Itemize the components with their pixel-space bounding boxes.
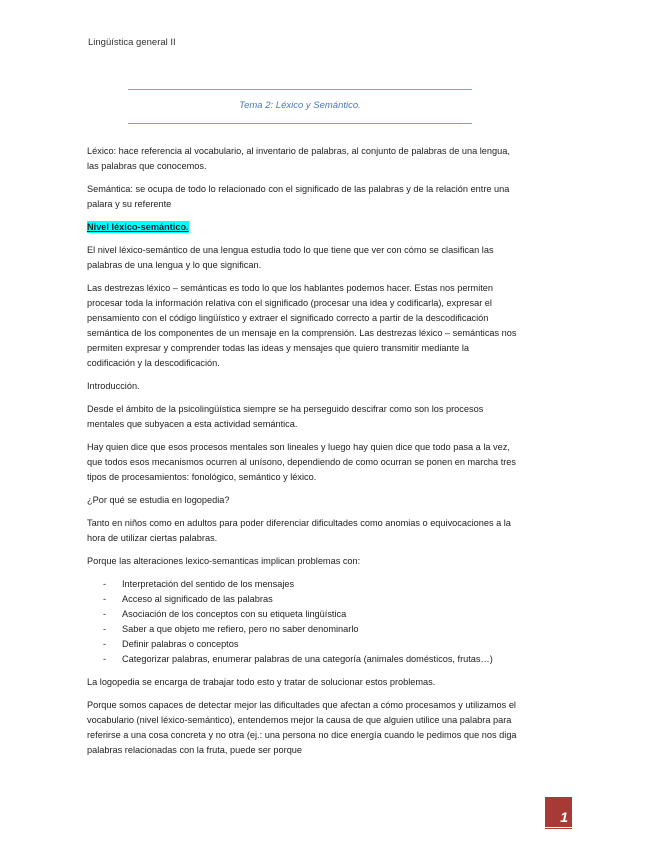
paragraph-destrezas: Las destrezas léxico – semánticas es todo lo que los hablantes podemos hacer. Estas nos permiten procesar toda la información relativa con el significado (procesar una idea y codificarla), expresar el pensamiento con el código lingüístico y extraer el significado correcto a partir de la descodificación semántica de los componentes de un mensaje en la comprensión. Las destrezas léxico – semánticas nos permiten expresar y comprender todas las ideas y mensajes que quiero transmitir mediante la codificación y la descodificación. (87, 283, 517, 368)
paragraph-lexico-definition: Léxico: hace referencia al vocabulario, al inventario de palabras, al conjunto de palabras de una lengua, las palabras que conocemos. (87, 146, 510, 171)
list-item (87, 607, 517, 622)
paragraph-introduccion: Desde el ámbito de la psicolingüística siempre se ha perseguido descifrar como son los procesos mentales que subyacen a esta actividad semántica. (87, 404, 484, 429)
list-bullet: - (103, 624, 107, 634)
highlighted-heading: Nivel léxico-semántico. (87, 222, 189, 232)
section-heading-introduccion: Introducción. (87, 381, 140, 391)
list-item (87, 577, 517, 592)
paragraph-procesos: Hay quien dice que esos procesos mentales son lineales y luego hay quien dice que todo pasa a la vez, que todos esos mecanismos ocurren al unísono, dependiendo de como ocurran se ponen en marcha tres tipos de procesamientos: fonológico, semántico y léxico. (87, 442, 517, 482)
page-number: 1 (560, 809, 568, 825)
page-number-rule (545, 828, 572, 829)
page-number-box (545, 797, 572, 827)
paragraph-semantica-definition: Semántica: se ocupa de todo lo relacionado con el significado de las palabras y de la relación entre una palara y su referente (87, 184, 510, 209)
list-item (87, 652, 517, 667)
list-bullet: - (103, 609, 107, 619)
list-bullet: - (103, 654, 107, 664)
list-item-text: Interpretación del sentido de los mensajes (122, 579, 295, 589)
section-heading-logopedia: ¿Por qué se estudia en logopedia? (87, 495, 230, 505)
list-item-text: Asociación de los conceptos con su etiqueta lingüística (122, 609, 347, 619)
section-heading-nivel (87, 220, 517, 235)
topic-top-rule (128, 89, 472, 90)
list-item-text: Acceso al significado de las palabras (122, 594, 273, 604)
list-item (87, 622, 517, 637)
list-bullet: - (103, 639, 107, 649)
topic-bottom-rule (128, 123, 472, 124)
paragraph-encarga: La logopedia se encarga de trabajar todo esto y tratar de solucionar estos problemas. (87, 677, 436, 687)
list-item (87, 637, 517, 652)
paragraph-nivel: El nivel léxico-semántico de una lengua estudia todo lo que tiene que ver con cómo se clasifican las palabras de una lengua y lo que significan. (87, 245, 494, 270)
document-header: Lingüística general II (88, 37, 176, 48)
problems-list (87, 577, 517, 667)
list-item-text: Categorizar palabras, enumerar palabras de una categoría (animales domésticos, frutas…) (122, 654, 493, 664)
paragraph-capaces: Porque somos capaces de detectar mejor las dificultades que afectan a cómo procesamos y utilizamos el vocabulario (nivel léxico-semántico), entendemos mejor la causa de que alguien utilice una palabra para referirse a una cosa concreta y no otra (ej.: una persona no dice energía cuando le pedimos que nos diga palabras relacionadas con la fruta, puede ser porque (87, 700, 517, 755)
paragraph-alteraciones: Porque las alteraciones lexico-semanticas implican problemas con: (87, 556, 361, 566)
list-bullet: - (103, 594, 107, 604)
list-bullet: - (103, 579, 107, 589)
paragraph-ninos-adultos: Tanto en niños como en adultos para poder diferenciar dificultades como anomias o equivocaciones a la hora de utilizar ciertas palabras. (87, 518, 511, 543)
document-body (87, 144, 517, 766)
topic-title: Tema 2: Léxico y Semántico. (239, 100, 361, 111)
list-item-text: Saber a que objeto me refiero, pero no saber denominarlo (122, 624, 359, 634)
list-item-text: Definir palabras o conceptos (122, 639, 239, 649)
list-item (87, 592, 517, 607)
